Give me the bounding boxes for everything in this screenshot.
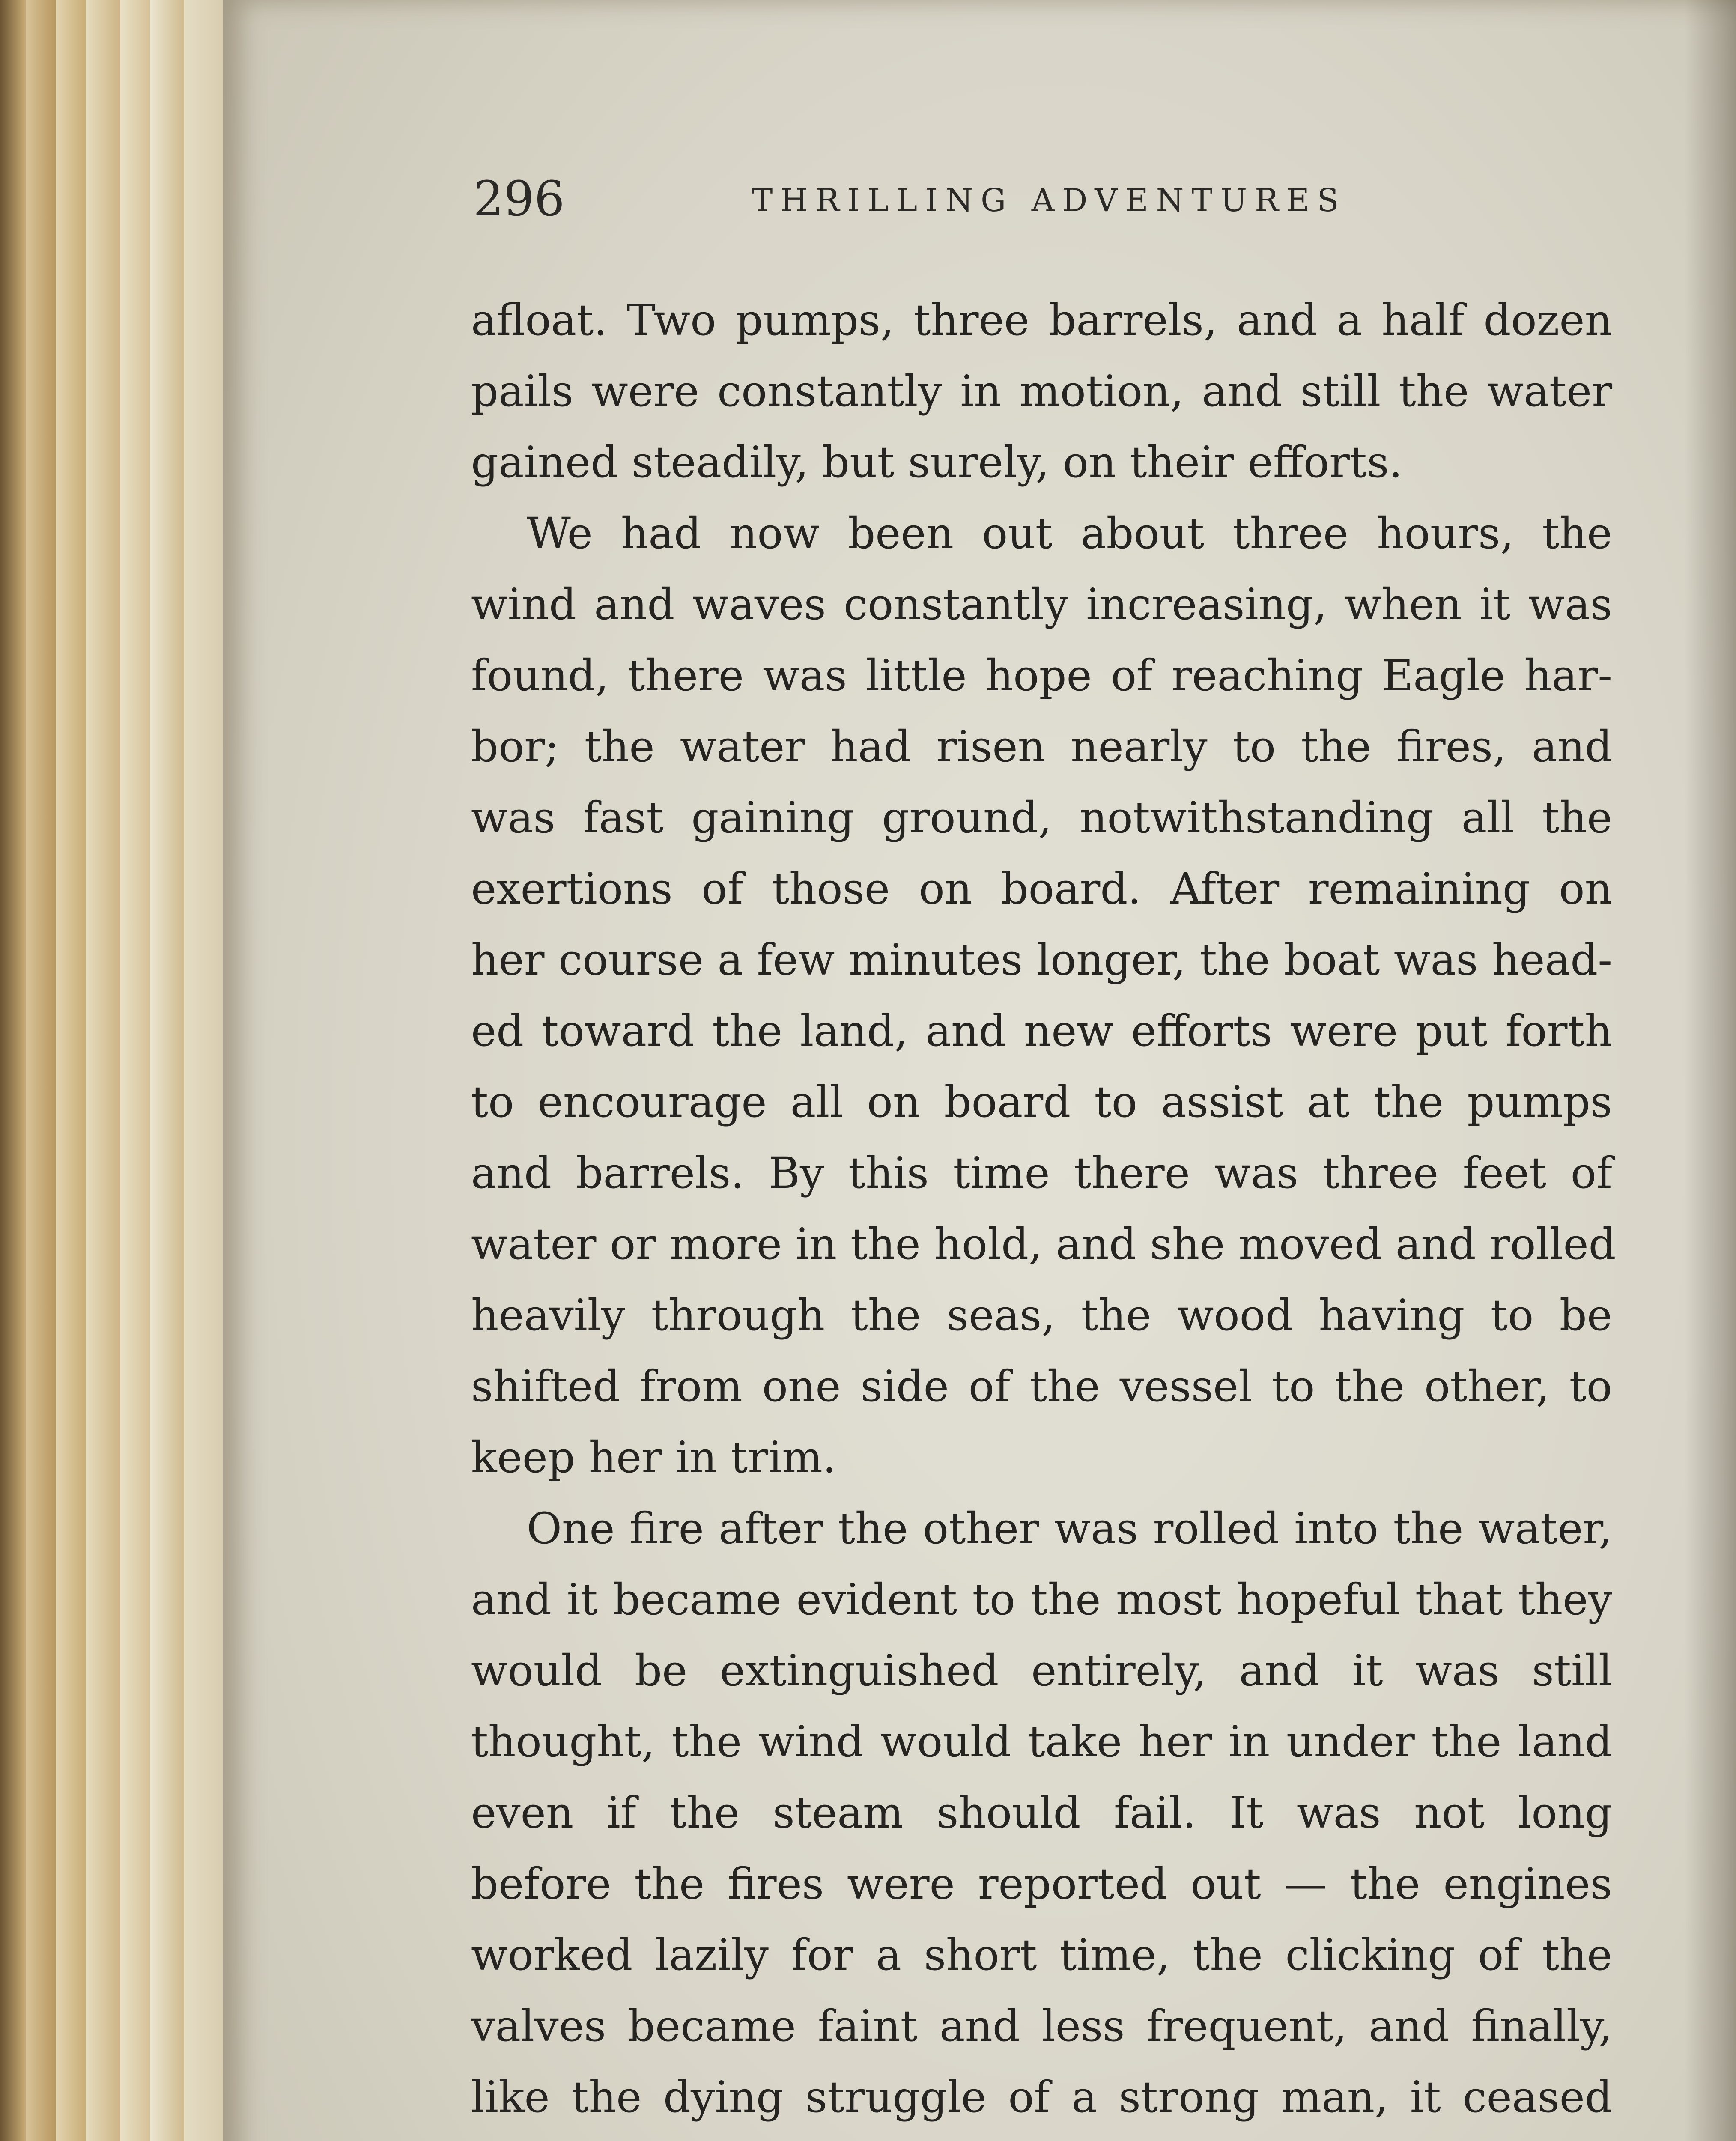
text-line: valves became faint and less frequent, and finally, [471, 2001, 1612, 2051]
text-line: afloat. Two pumps, three barrels, and a half dozen [471, 295, 1612, 345]
text-line: gained steadily, but surely, on their efforts. [471, 437, 1403, 487]
text-line: to encourage all on board to assist at the pumps [471, 1077, 1612, 1127]
text-line: thought, the wind would take her in under the land [471, 1717, 1612, 1767]
body-text [471, 285, 1616, 2141]
text-line: her course a few minutes longer, the boat was head- [471, 935, 1612, 985]
page-edge [120, 0, 152, 2141]
text-line: before the fires were reported out — the engines [471, 1859, 1612, 1909]
text-line: was fast gaining ground, notwithstanding all the [471, 793, 1612, 843]
page-edge [0, 0, 27, 2141]
page-edge [184, 0, 224, 2141]
page-edge [150, 0, 186, 2141]
text-line: keep her in trim. [471, 1432, 836, 1482]
text-line: and barrels. By this time there was three feet of [471, 1148, 1612, 1198]
text-line: heavily through the seas, the wood having to be [471, 1290, 1612, 1340]
text-line: even if the steam should fail. It was not long [471, 1788, 1612, 1838]
text-line: ed toward the land, and new efforts were put forth [471, 1006, 1612, 1056]
page-edge [86, 0, 122, 2141]
text-line: shifted from one side of the vessel to the other, to [471, 1361, 1612, 1411]
page-number: 296 [473, 171, 565, 227]
text-line [471, 2133, 1612, 2141]
text-line: One fire after the other was rolled into the water, [527, 1503, 1612, 1554]
text-line: water or more in the hold, and she moved and rolled [471, 1219, 1616, 1269]
text-line: We had now been out about three hours, the [527, 508, 1612, 558]
text-line: bor; the water had risen nearly to the fires, and [471, 722, 1612, 772]
text-line: and it became evident to the most hopeful that they [471, 1574, 1612, 1625]
page-edge [56, 0, 87, 2141]
text-line: would be extinguished entirely, and it was still [471, 1646, 1612, 1696]
running-title: THRILLING ADVENTURES [752, 182, 1347, 219]
text-line: worked lazily for a short time, the clicking of the [471, 1930, 1612, 1980]
text-line: wind and waves constantly increasing, when it was [471, 579, 1612, 629]
text-line: like the dying struggle of a strong man, it ceased [471, 2072, 1612, 2122]
text-line: found, there was little hope of reaching Eagle har- [471, 650, 1612, 701]
page-edge [26, 0, 57, 2141]
text-line: exertions of those on board. After remaining on [471, 864, 1612, 914]
running-head [473, 169, 1612, 229]
page-shadow [1685, 0, 1736, 2141]
text-line: pails were constantly in motion, and still the water [471, 366, 1612, 416]
